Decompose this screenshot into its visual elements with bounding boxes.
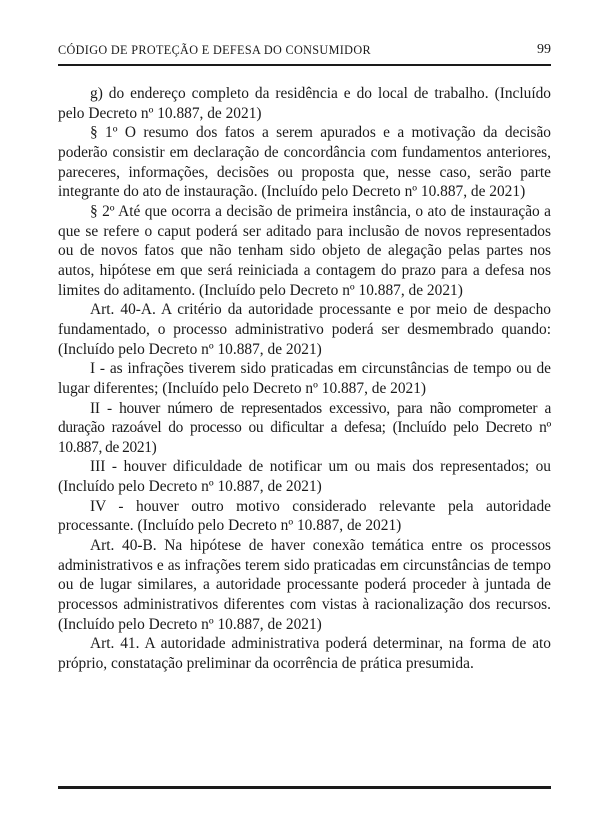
header-divider (58, 64, 551, 66)
paragraph-item-iv: IV - houver outro motivo considerado relevante pela autoridade processante. (Incluído pelo Decreto nº 10.887, de 2021) (58, 497, 551, 535)
paragraph-item-iii: III - houver dificuldade de notificar um ou mais dos representados; ou (Incluído pelo Decreto nº 10.887, de 2021) (58, 458, 551, 496)
paragraph-item-ii: II - houver número de representados excessivo, para não comprometer a duração razoável do processo ou dificultar a defesa; (Incluído pelo Decreto nº 10.887, de 2021) (58, 399, 551, 456)
paragraph-item-g: g) do endereço completo da residência e do local de trabalho. (Incluído pelo Decreto nº 10.887, de 2021) (58, 85, 551, 122)
page-number: 99 (537, 42, 551, 57)
paragraph-section-1: § 1º O resumo dos fatos a serem apurados e a motivação da decisão poderão consistir em declaração de concordância com fundamentos anteriores, pareceres, informações, decisões ou proposta que, nesse caso, serão parte integrante do ato de instauração. (Incluído pelo Decreto nº 10.887, de 2021) (58, 124, 551, 201)
paragraph-art-40b: Art. 40-B. Na hipótese de haver conexão temática entre os processos administrativos e as infrações terem sido praticadas em circunstâncias de tempo ou de lugar similares, a autoridade processante poderá proceder à juntada de processos administrativos diferentes com vistas à racionalização dos recursos. (Incluído pelo Decreto nº 10.887, de 2021) (58, 537, 551, 633)
page-body (58, 84, 551, 674)
paragraph-section-2: § 2º Até que ocorra a decisão de primeira instância, o ato de instauração a que se refere o caput poderá ser aditado para inclusão de novos representados ou de novos fatos que não tenham sido objeto de alegação pelas partes nos autos, hipótese em que será reiniciada a contagem do prazo para a defesa nos limites do aditamento. (Incluído pelo Decreto nº 10.887, de 2021) (58, 202, 551, 299)
footer-divider (58, 786, 551, 789)
page-header (58, 41, 551, 61)
paragraph-art-40a: Art. 40-A. A critério da autoridade processante e por meio de despacho fundamentado, o processo administrativo poderá ser desmembrado quando: (Incluído pelo Decreto nº 10.887, de 2021) (58, 301, 551, 358)
running-title: CÓDIGO DE PROTEÇÃO E DEFESA DO CONSUMIDOR (58, 43, 371, 57)
paragraph-item-i: I - as infrações tiverem sido praticadas em circunstâncias de tempo ou de lugar diferentes; (Incluído pelo Decreto nº 10.887, de 2021) (58, 360, 551, 397)
paragraph-art-41: Art. 41. A autoridade administrativa poderá determinar, na forma de ato próprio, constatação preliminar da ocorrência de prática presumida. (58, 635, 551, 673)
